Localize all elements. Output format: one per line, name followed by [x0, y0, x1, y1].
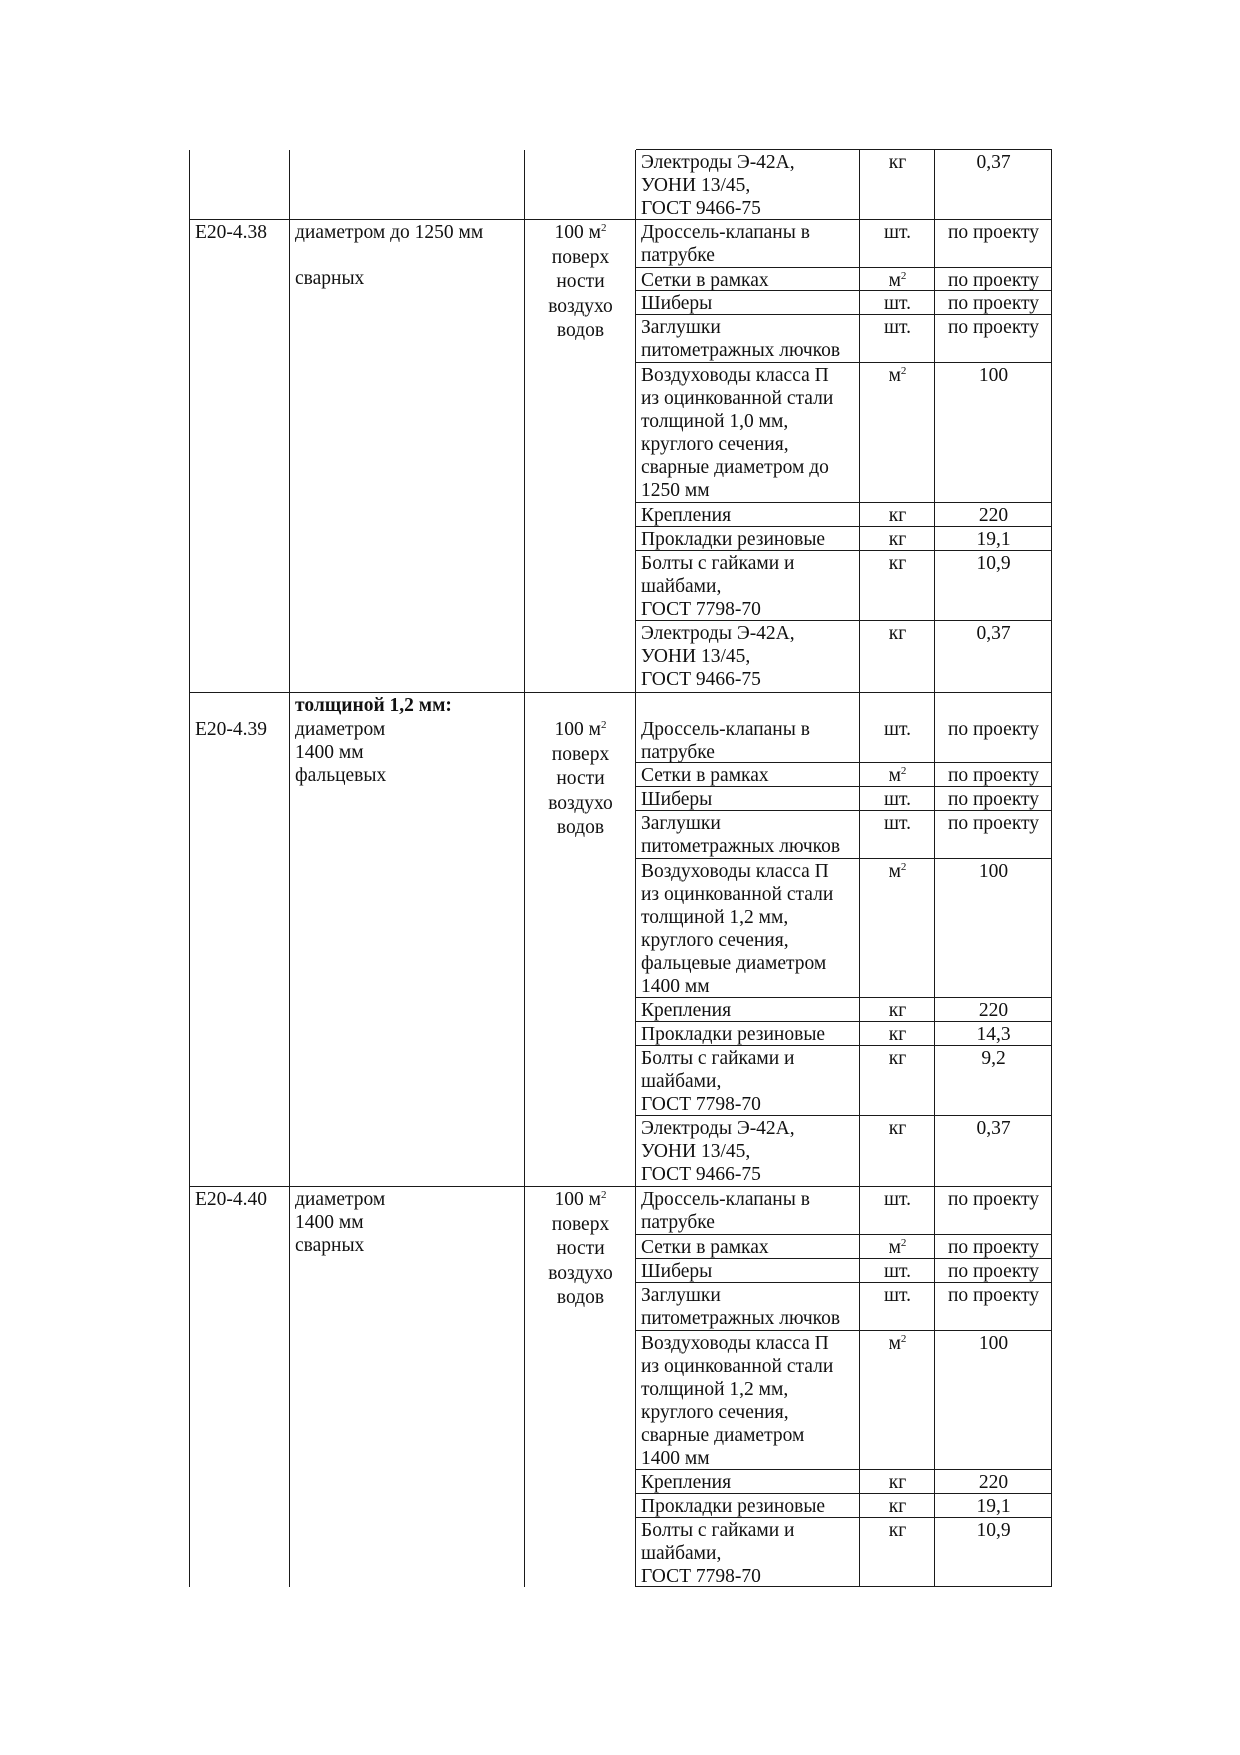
work-name-line: сварных: [295, 268, 365, 289]
material-name: Прокладки резиновые: [641, 1496, 826, 1517]
material-qty: по проекту: [947, 1237, 1040, 1258]
material-unit: шт.: [884, 222, 911, 243]
measure-unit-line: ности: [556, 271, 605, 292]
material-name: Болты с гайками и шайбами, ГОСТ 7798-70: [641, 1520, 795, 1587]
material-unit: кг: [888, 623, 907, 644]
material-name: Дроссель-клапаны в патрубке: [641, 222, 810, 266]
col-border-code: [289, 150, 290, 1587]
material-unit: кг: [888, 1118, 907, 1139]
measure-unit-line: воздухо: [548, 792, 613, 814]
superscript-exponent: 2: [600, 222, 607, 234]
material-qty: 10,9: [976, 553, 1011, 574]
material-qty: 100: [978, 1333, 1009, 1354]
material-name: Прокладки резиновые: [641, 1024, 826, 1045]
material-name: Воздуховоды класса П из оцинкованной стали толщиной 1,2 мм, круглого сечения, сварные диаметром 1400 мм: [641, 1333, 834, 1469]
material-qty: по проекту: [947, 222, 1040, 243]
material-unit: кг: [888, 553, 907, 574]
material-name: Электроды Э-42А, УОНИ 13/45, ГОСТ 9466-75: [641, 623, 795, 690]
material-qty: 100: [978, 365, 1009, 386]
work-name-line: сварных: [295, 1235, 365, 1256]
material-name: Электроды Э-42А, УОНИ 13/45, ГОСТ 9466-75: [641, 1118, 795, 1185]
work-name-line: 1400 мм: [295, 1212, 364, 1233]
material-qty: 0,37: [976, 152, 1011, 173]
material-qty: 220: [978, 1472, 1009, 1493]
material-name: Сетки в рамках: [641, 270, 769, 291]
material-unit: кг: [888, 529, 907, 550]
material-name: Воздуховоды класса П из оцинкованной стали толщиной 1,0 мм, круглого сечения, сварные диаметром до 1250 мм: [641, 365, 834, 501]
material-unit: кг: [888, 152, 907, 173]
material-unit: шт.: [884, 293, 911, 314]
material-qty: по проекту: [947, 765, 1040, 786]
material-qty: 220: [978, 1000, 1009, 1021]
material-name: Воздуховоды класса П из оцинкованной стали толщиной 1,2 мм, круглого сечения, фальцевые диаметром 1400 мм: [641, 861, 834, 997]
material-qty: 220: [978, 505, 1009, 526]
superscript-exponent: 2: [900, 365, 907, 377]
material-qty: 19,1: [976, 1496, 1011, 1517]
material-name: Шиберы: [641, 293, 713, 314]
material-name: Дроссель-клапаны в патрубке: [641, 719, 810, 763]
material-unit: шт.: [884, 1261, 911, 1282]
material-qty: 0,37: [976, 1118, 1011, 1139]
work-name-line: диаметром: [295, 719, 386, 740]
superscript-exponent: 2: [900, 1237, 907, 1249]
material-qty: по проекту: [947, 813, 1040, 834]
material-unit: кг: [888, 1520, 907, 1541]
material-name: Сетки в рамках: [641, 1237, 769, 1258]
material-unit: $м^2$: [888, 765, 907, 786]
rate-code: Е20-4.38: [195, 222, 268, 243]
group-heading: толщиной 1,2 мм:: [295, 695, 452, 716]
material-name: Дроссель-клапаны в патрубке: [641, 1189, 810, 1233]
material-qty: по проекту: [947, 1189, 1040, 1210]
material-unit: $м^2$: [888, 270, 907, 291]
work-name-line: 1400 мм: [295, 742, 364, 763]
measure-unit-line: воздухо: [548, 1262, 613, 1284]
rate-code: Е20-4.40: [195, 1189, 268, 1210]
material-unit: $м^2$: [888, 1333, 907, 1354]
material-name: Заглушки питометражных лючков: [641, 317, 841, 361]
material-qty: 9,2: [981, 1048, 1006, 1069]
measure-unit: 100 $м^2$: [554, 1189, 607, 1210]
material-qty: по проекту: [947, 1261, 1040, 1282]
measure-unit: 100 $м^2$: [554, 222, 607, 243]
material-name: Болты с гайками и шайбами, ГОСТ 7798-70: [641, 1048, 795, 1115]
measure-unit: 100 $м^2$: [554, 719, 607, 740]
material-unit: кг: [888, 1496, 907, 1517]
material-name: Болты с гайками и шайбами, ГОСТ 7798-70: [641, 553, 795, 620]
material-unit: кг: [888, 505, 907, 526]
material-unit: кг: [888, 1048, 907, 1069]
material-qty: по проекту: [947, 317, 1040, 338]
col-border-left: [189, 150, 190, 1587]
material-unit: шт.: [884, 1189, 911, 1210]
col-border-unit: [635, 150, 636, 1587]
material-qty: по проекту: [947, 270, 1040, 291]
superscript-exponent: 2: [600, 719, 607, 731]
material-unit: кг: [888, 1000, 907, 1021]
superscript-exponent: 2: [900, 765, 907, 777]
work-name-line: диаметром: [295, 1189, 386, 1210]
measure-unit-line: поверх: [551, 1213, 610, 1235]
material-name: Крепления: [641, 505, 732, 526]
material-name: Заглушки питометражных лючков: [641, 813, 841, 857]
material-unit: кг: [888, 1024, 907, 1045]
measure-unit-line: поверх: [551, 246, 610, 268]
material-row-border: [636, 692, 1052, 693]
material-name: Сетки в рамках: [641, 765, 769, 786]
material-unit: шт.: [884, 789, 911, 810]
superscript-exponent: 2: [600, 1189, 607, 1201]
material-unit: кг: [888, 1472, 907, 1493]
material-name: Крепления: [641, 1000, 732, 1021]
material-name: Электроды Э-42А, УОНИ 13/45, ГОСТ 9466-75: [641, 152, 795, 219]
material-name: Шиберы: [641, 1261, 713, 1282]
material-name: Прокладки резиновые: [641, 529, 826, 550]
material-qty: 100: [978, 861, 1009, 882]
material-name: Заглушки питометражных лючков: [641, 1285, 841, 1329]
measure-unit-line: водов: [556, 1287, 605, 1308]
work-name-line: диаметром до 1250 мм: [295, 222, 484, 243]
work-name-line: фальцевых: [295, 765, 387, 786]
rate-code: Е20-4.39: [195, 719, 268, 740]
material-unit: $м^2$: [888, 365, 907, 386]
material-unit: шт.: [884, 1285, 911, 1306]
measure-unit-line: воздухо: [548, 295, 613, 317]
material-name: Шиберы: [641, 789, 713, 810]
material-qty: 19,1: [976, 529, 1011, 550]
measure-unit-line: поверх: [551, 743, 610, 765]
material-unit: шт.: [884, 813, 911, 834]
col-border-name: [524, 150, 525, 1587]
measure-unit-line: водов: [556, 320, 605, 341]
material-qty: по проекту: [947, 293, 1040, 314]
superscript-exponent: 2: [900, 861, 907, 873]
superscript-exponent: 2: [900, 270, 907, 282]
material-qty: по проекту: [947, 789, 1040, 810]
material-qty: 10,9: [976, 1520, 1011, 1541]
material-name: Крепления: [641, 1472, 732, 1493]
material-qty: 14,3: [976, 1024, 1011, 1045]
superscript-exponent: 2: [900, 1333, 907, 1345]
material-unit: шт.: [884, 719, 911, 740]
material-unit: $м^2$: [888, 861, 907, 882]
measure-unit-line: ности: [556, 768, 605, 789]
material-unit: шт.: [884, 317, 911, 338]
measure-unit-line: водов: [556, 817, 605, 838]
material-qty: 0,37: [976, 623, 1011, 644]
material-qty: по проекту: [947, 1285, 1040, 1306]
material-unit: $м^2$: [888, 1237, 907, 1258]
measure-unit-line: ности: [556, 1238, 605, 1259]
material-qty: по проекту: [947, 719, 1040, 740]
